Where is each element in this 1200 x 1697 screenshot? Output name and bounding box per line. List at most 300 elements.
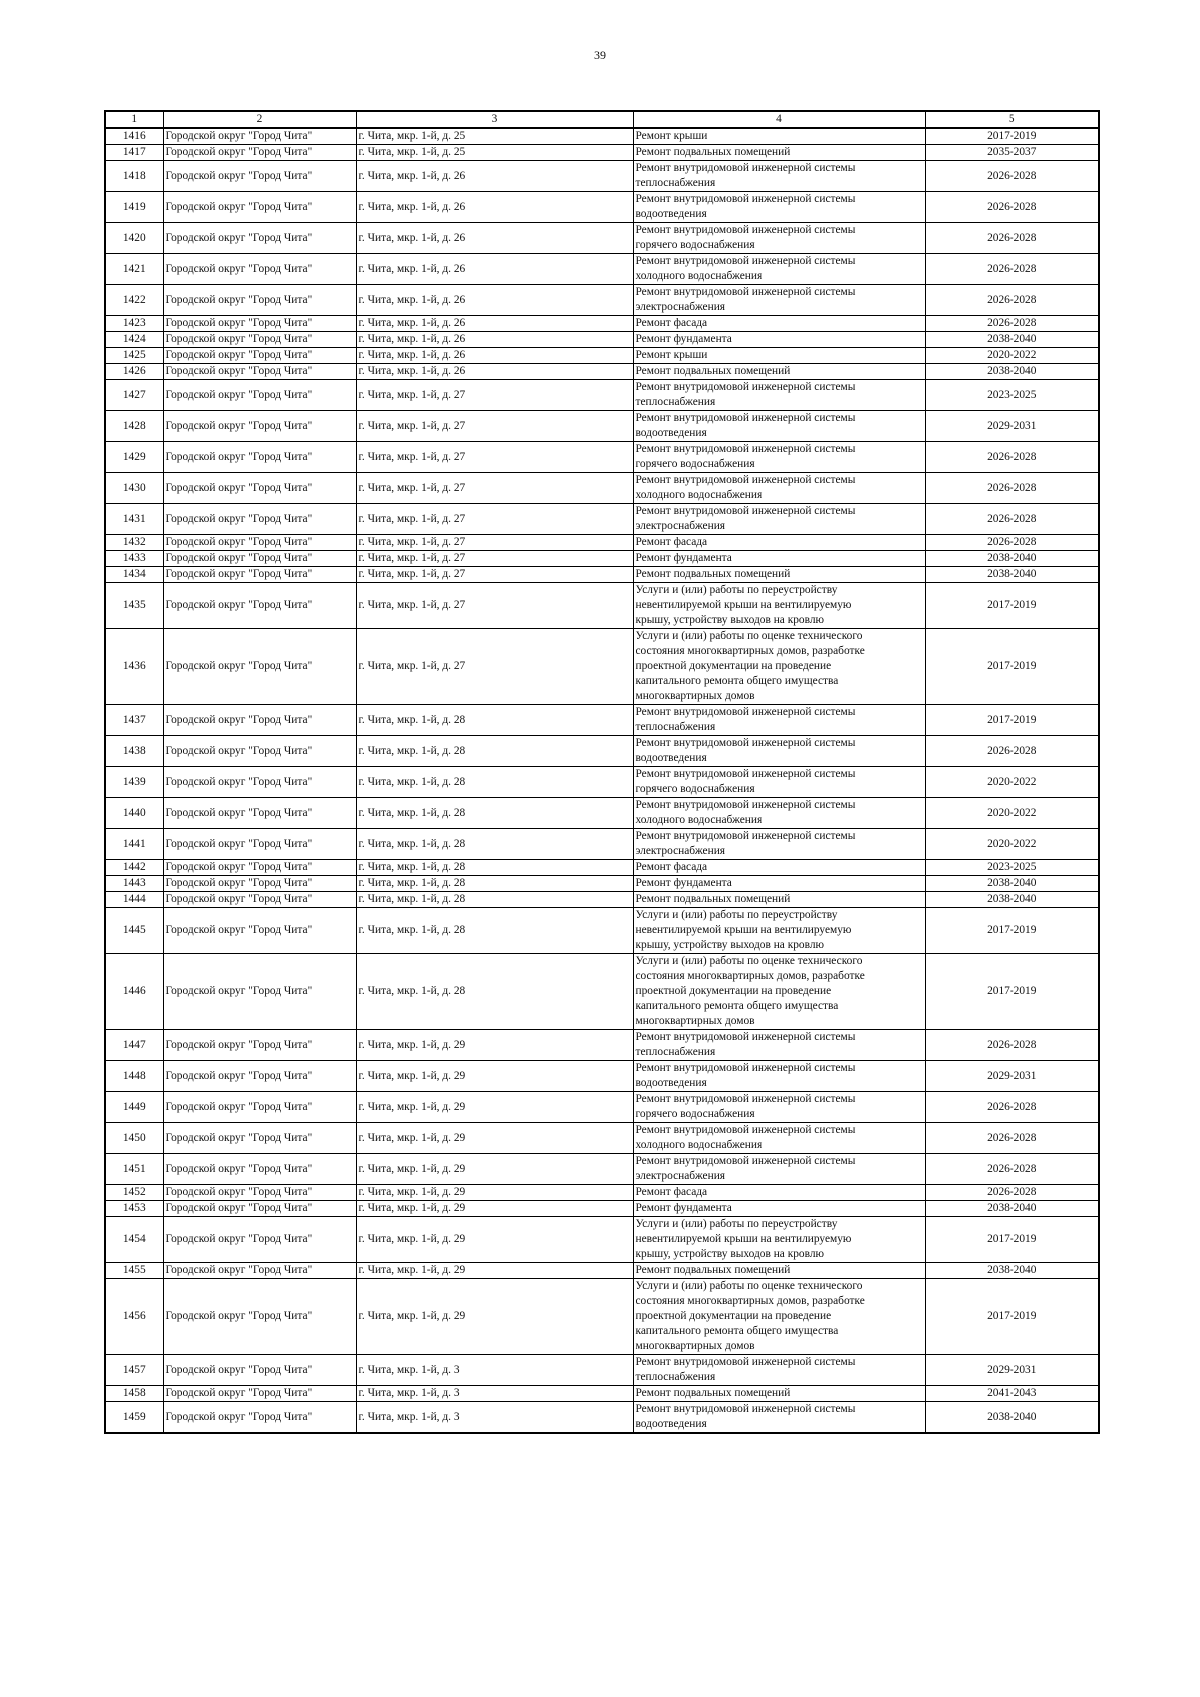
work-type-cell <box>633 1154 925 1185</box>
period-cell: 2026-2028 <box>925 1123 1099 1154</box>
address-cell: г. Чита, мкр. 1-й, д. 27 <box>356 583 633 629</box>
row-number-cell: 1433 <box>105 551 163 567</box>
work-type-line: водоотведения <box>635 752 707 764</box>
address-cell: г. Чита, мкр. 1-й, д. 29 <box>356 1154 633 1185</box>
row-number-cell: 1419 <box>105 192 163 223</box>
period-cell: 2026-2028 <box>925 161 1099 192</box>
work-type-line: Ремонт внутридомовой инженерной системы <box>635 474 856 486</box>
address-cell: г. Чита, мкр. 1-й, д. 27 <box>356 442 633 473</box>
row-number-cell: 1422 <box>105 285 163 316</box>
district-cell: Городской округ "Город Чита" <box>163 145 356 161</box>
work-type-line: Услуги и (или) работы по переустройству <box>635 584 838 596</box>
period-cell: 2038-2040 <box>925 876 1099 892</box>
work-type-line: теплоснабжения <box>635 396 716 408</box>
work-type-line: Ремонт внутридомовой инженерной системы <box>635 1155 856 1167</box>
table-row <box>105 1185 1099 1201</box>
work-type-line: Услуги и (или) работы по оценке технического <box>635 1280 863 1292</box>
period-cell: 2017-2019 <box>925 1279 1099 1355</box>
work-type-line: Ремонт подвальных помещений <box>635 365 791 377</box>
work-type-cell <box>633 892 925 908</box>
table-row <box>105 364 1099 380</box>
table-row <box>105 192 1099 223</box>
work-type-line: состояния многоквартирных домов, разработке <box>635 645 865 657</box>
address-cell: г. Чита, мкр. 1-й, д. 29 <box>356 1201 633 1217</box>
row-number-cell: 1416 <box>105 128 163 145</box>
address-cell: г. Чита, мкр. 1-й, д. 28 <box>356 860 633 876</box>
district-cell: Городской округ "Город Чита" <box>163 332 356 348</box>
row-number-cell: 1421 <box>105 254 163 285</box>
work-type-cell <box>633 908 925 954</box>
row-number-cell: 1453 <box>105 1201 163 1217</box>
district-cell: Городской округ "Город Чита" <box>163 1092 356 1123</box>
column-header: 5 <box>925 111 1099 128</box>
period-cell: 2020-2022 <box>925 798 1099 829</box>
row-number-cell: 1424 <box>105 332 163 348</box>
period-cell: 2020-2022 <box>925 829 1099 860</box>
work-type-line: многоквартирных домов <box>635 1340 755 1352</box>
address-cell: г. Чита, мкр. 1-й, д. 29 <box>356 1263 633 1279</box>
work-type-line: горячего водоснабжения <box>635 239 755 251</box>
district-cell: Городской округ "Город Чита" <box>163 348 356 364</box>
row-number-cell: 1446 <box>105 954 163 1030</box>
row-number-cell: 1459 <box>105 1402 163 1434</box>
work-type-line: капитального ремонта общего имущества <box>635 1000 839 1012</box>
work-type-line: холодного водоснабжения <box>635 814 763 826</box>
work-type-cell <box>633 1185 925 1201</box>
row-number-cell: 1436 <box>105 629 163 705</box>
table-row <box>105 1355 1099 1386</box>
work-type-cell <box>633 1061 925 1092</box>
work-type-line: водоотведения <box>635 1418 707 1430</box>
work-type-line: Ремонт внутридомовой инженерной системы <box>635 505 856 517</box>
district-cell: Городской округ "Город Чита" <box>163 380 356 411</box>
work-type-cell <box>633 128 925 145</box>
work-type-line: Ремонт фундамента <box>635 552 732 564</box>
row-number-cell: 1437 <box>105 705 163 736</box>
period-cell: 2026-2028 <box>925 223 1099 254</box>
work-type-line: водоотведения <box>635 427 707 439</box>
district-cell: Городской округ "Город Чита" <box>163 954 356 1030</box>
table-row <box>105 1263 1099 1279</box>
row-number-cell: 1448 <box>105 1061 163 1092</box>
work-type-cell <box>633 954 925 1030</box>
work-type-cell <box>633 1402 925 1434</box>
work-type-cell <box>633 1263 925 1279</box>
period-cell: 2026-2028 <box>925 442 1099 473</box>
table-row <box>105 380 1099 411</box>
period-cell: 2017-2019 <box>925 629 1099 705</box>
table-row <box>105 223 1099 254</box>
repair-schedule-table <box>104 110 1100 1434</box>
district-cell: Городской округ "Город Чита" <box>163 860 356 876</box>
district-cell: Городской округ "Город Чита" <box>163 473 356 504</box>
row-number-cell: 1429 <box>105 442 163 473</box>
address-cell: г. Чита, мкр. 1-й, д. 28 <box>356 829 633 860</box>
district-cell: Городской округ "Город Чита" <box>163 1201 356 1217</box>
district-cell: Городской округ "Город Чита" <box>163 829 356 860</box>
work-type-cell <box>633 161 925 192</box>
table-row <box>105 161 1099 192</box>
district-cell: Городской округ "Город Чита" <box>163 736 356 767</box>
district-cell: Городской округ "Город Чита" <box>163 411 356 442</box>
address-cell: г. Чита, мкр. 1-й, д. 25 <box>356 128 633 145</box>
table-row <box>105 504 1099 535</box>
work-type-line: Ремонт подвальных помещений <box>635 146 791 158</box>
district-cell: Городской округ "Город Чита" <box>163 1386 356 1402</box>
row-number-cell: 1441 <box>105 829 163 860</box>
district-cell: Городской округ "Город Чита" <box>163 192 356 223</box>
address-cell: г. Чита, мкр. 1-й, д. 26 <box>356 254 633 285</box>
work-type-line: Ремонт внутридомовой инженерной системы <box>635 443 856 455</box>
work-type-cell <box>633 767 925 798</box>
work-type-line: электроснабжения <box>635 520 726 532</box>
table-row <box>105 1061 1099 1092</box>
district-cell: Городской округ "Город Чита" <box>163 504 356 535</box>
table-row <box>105 705 1099 736</box>
district-cell: Городской округ "Город Чита" <box>163 876 356 892</box>
period-cell: 2026-2028 <box>925 736 1099 767</box>
table-row <box>105 1217 1099 1263</box>
work-type-line: Услуги и (или) работы по переустройству <box>635 1218 838 1230</box>
period-cell: 2026-2028 <box>925 1030 1099 1061</box>
work-type-line: Ремонт внутридомовой инженерной системы <box>635 255 856 267</box>
period-cell: 2038-2040 <box>925 892 1099 908</box>
work-type-cell <box>633 1279 925 1355</box>
address-cell: г. Чита, мкр. 1-й, д. 28 <box>356 892 633 908</box>
period-cell: 2026-2028 <box>925 316 1099 332</box>
table-row <box>105 411 1099 442</box>
work-type-cell <box>633 705 925 736</box>
district-cell: Городской округ "Город Чита" <box>163 1061 356 1092</box>
work-type-line: теплоснабжения <box>635 1371 716 1383</box>
address-cell: г. Чита, мкр. 1-й, д. 27 <box>356 567 633 583</box>
period-cell: 2017-2019 <box>925 954 1099 1030</box>
work-type-line: Ремонт внутридомовой инженерной системы <box>635 1031 856 1043</box>
work-type-line: водоотведения <box>635 208 707 220</box>
work-type-cell <box>633 551 925 567</box>
table-row <box>105 551 1099 567</box>
address-cell: г. Чита, мкр. 1-й, д. 26 <box>356 192 633 223</box>
district-cell: Городской округ "Город Чита" <box>163 254 356 285</box>
work-type-line: Ремонт фасада <box>635 317 708 329</box>
work-type-line: невентилируемой крыши на вентилируемую <box>635 924 852 936</box>
work-type-cell <box>633 285 925 316</box>
work-type-line: холодного водоснабжения <box>635 270 763 282</box>
work-type-line: Ремонт подвальных помещений <box>635 568 791 580</box>
table-row <box>105 1402 1099 1434</box>
work-type-line: Ремонт внутридомовой инженерной системы <box>635 1124 856 1136</box>
district-cell: Городской округ "Город Чита" <box>163 567 356 583</box>
address-cell: г. Чита, мкр. 1-й, д. 26 <box>356 364 633 380</box>
work-type-line: водоотведения <box>635 1077 707 1089</box>
work-type-cell <box>633 1092 925 1123</box>
work-type-line: состояния многоквартирных домов, разработке <box>635 1295 865 1307</box>
work-type-line: проектной документации на проведение <box>635 660 832 672</box>
period-cell: 2038-2040 <box>925 332 1099 348</box>
work-type-line: Ремонт фундамента <box>635 333 732 345</box>
row-number-cell: 1445 <box>105 908 163 954</box>
table-row <box>105 1279 1099 1355</box>
work-type-line: теплоснабжения <box>635 177 716 189</box>
row-number-cell: 1434 <box>105 567 163 583</box>
row-number-cell: 1430 <box>105 473 163 504</box>
address-cell: г. Чита, мкр. 1-й, д. 26 <box>356 285 633 316</box>
period-cell: 2038-2040 <box>925 364 1099 380</box>
work-type-cell <box>633 473 925 504</box>
address-cell: г. Чита, мкр. 1-й, д. 26 <box>356 161 633 192</box>
period-cell: 2038-2040 <box>925 567 1099 583</box>
row-number-cell: 1425 <box>105 348 163 364</box>
work-type-cell <box>633 1386 925 1402</box>
district-cell: Городской округ "Город Чита" <box>163 1185 356 1201</box>
row-number-cell: 1449 <box>105 1092 163 1123</box>
page-number: 39 <box>594 48 606 62</box>
district-cell: Городской округ "Город Чита" <box>163 285 356 316</box>
work-type-cell <box>633 583 925 629</box>
period-cell: 2026-2028 <box>925 285 1099 316</box>
period-cell: 2023-2025 <box>925 380 1099 411</box>
work-type-line: Ремонт внутридомовой инженерной системы <box>635 1062 856 1074</box>
address-cell: г. Чита, мкр. 1-й, д. 29 <box>356 1061 633 1092</box>
address-cell: г. Чита, мкр. 1-й, д. 3 <box>356 1355 633 1386</box>
row-number-cell: 1435 <box>105 583 163 629</box>
table-body <box>105 128 1099 1433</box>
period-cell: 2020-2022 <box>925 348 1099 364</box>
work-type-line: Ремонт внутридомовой инженерной системы <box>635 706 856 718</box>
work-type-line: электроснабжения <box>635 845 726 857</box>
district-cell: Городской округ "Город Чита" <box>163 892 356 908</box>
work-type-line: невентилируемой крыши на вентилируемую <box>635 1233 852 1245</box>
row-number-cell: 1456 <box>105 1279 163 1355</box>
table-row <box>105 567 1099 583</box>
work-type-line: Ремонт внутридомовой инженерной системы <box>635 830 856 842</box>
row-number-cell: 1455 <box>105 1263 163 1279</box>
row-number-cell: 1431 <box>105 504 163 535</box>
table-row <box>105 285 1099 316</box>
work-type-line: Услуги и (или) работы по оценке технического <box>635 630 863 642</box>
table-row <box>105 1123 1099 1154</box>
period-cell: 2017-2019 <box>925 705 1099 736</box>
period-cell: 2038-2040 <box>925 1402 1099 1434</box>
row-number-cell: 1418 <box>105 161 163 192</box>
address-cell: г. Чита, мкр. 1-й, д. 29 <box>356 1217 633 1263</box>
address-cell: г. Чита, мкр. 1-й, д. 3 <box>356 1386 633 1402</box>
work-type-line: Ремонт внутридомовой инженерной системы <box>635 412 856 424</box>
row-number-cell: 1442 <box>105 860 163 876</box>
period-cell: 2017-2019 <box>925 1217 1099 1263</box>
address-cell: г. Чита, мкр. 1-й, д. 29 <box>356 1123 633 1154</box>
address-cell: г. Чита, мкр. 1-й, д. 27 <box>356 551 633 567</box>
period-cell: 2035-2037 <box>925 145 1099 161</box>
work-type-line: проектной документации на проведение <box>635 1310 832 1322</box>
period-cell: 2038-2040 <box>925 551 1099 567</box>
table-row <box>105 254 1099 285</box>
table-row <box>105 908 1099 954</box>
work-type-cell <box>633 145 925 161</box>
table-row <box>105 860 1099 876</box>
work-type-line: Ремонт внутридомовой инженерной системы <box>635 1093 856 1105</box>
table-row <box>105 798 1099 829</box>
address-cell: г. Чита, мкр. 1-й, д. 29 <box>356 1092 633 1123</box>
work-type-line: теплоснабжения <box>635 1046 716 1058</box>
address-cell: г. Чита, мкр. 1-й, д. 29 <box>356 1279 633 1355</box>
work-type-line: многоквартирных домов <box>635 690 755 702</box>
row-number-cell: 1458 <box>105 1386 163 1402</box>
table-row <box>105 442 1099 473</box>
work-type-line: Ремонт подвальных помещений <box>635 1264 791 1276</box>
work-type-cell <box>633 254 925 285</box>
district-cell: Городской округ "Город Чита" <box>163 442 356 473</box>
work-type-line: Ремонт фундамента <box>635 877 732 889</box>
address-cell: г. Чита, мкр. 1-й, д. 27 <box>356 535 633 551</box>
table-row <box>105 629 1099 705</box>
district-cell: Городской округ "Город Чита" <box>163 705 356 736</box>
row-number-cell: 1423 <box>105 316 163 332</box>
period-cell: 2017-2019 <box>925 128 1099 145</box>
row-number-cell: 1427 <box>105 380 163 411</box>
period-cell: 2026-2028 <box>925 1154 1099 1185</box>
address-cell: г. Чита, мкр. 1-й, д. 27 <box>356 411 633 442</box>
address-cell: г. Чита, мкр. 1-й, д. 26 <box>356 316 633 332</box>
work-type-cell <box>633 316 925 332</box>
district-cell: Городской округ "Город Чита" <box>163 908 356 954</box>
work-type-line: Ремонт фасада <box>635 1186 708 1198</box>
column-header: 2 <box>163 111 356 128</box>
address-cell: г. Чита, мкр. 1-й, д. 29 <box>356 1185 633 1201</box>
work-type-line: Ремонт фасада <box>635 861 708 873</box>
work-type-line: горячего водоснабжения <box>635 1108 755 1120</box>
row-number-cell: 1443 <box>105 876 163 892</box>
address-cell: г. Чита, мкр. 1-й, д. 28 <box>356 908 633 954</box>
work-type-cell <box>633 1123 925 1154</box>
work-type-line: горячего водоснабжения <box>635 783 755 795</box>
period-cell: 2026-2028 <box>925 535 1099 551</box>
work-type-cell <box>633 1030 925 1061</box>
period-cell: 2029-2031 <box>925 411 1099 442</box>
table-row <box>105 473 1099 504</box>
district-cell: Городской округ "Город Чита" <box>163 1217 356 1263</box>
work-type-line: Услуги и (или) работы по переустройству <box>635 909 838 921</box>
work-type-line: холодного водоснабжения <box>635 1139 763 1151</box>
table-row <box>105 128 1099 145</box>
table-row <box>105 1030 1099 1061</box>
row-number-cell: 1444 <box>105 892 163 908</box>
work-type-line: состояния многоквартирных домов, разработке <box>635 970 865 982</box>
district-cell: Городской округ "Город Чита" <box>163 583 356 629</box>
work-type-cell <box>633 1355 925 1386</box>
work-type-line: Ремонт внутридомовой инженерной системы <box>635 1403 856 1415</box>
work-type-line: Ремонт крыши <box>635 349 708 361</box>
row-number-cell: 1417 <box>105 145 163 161</box>
table-row <box>105 316 1099 332</box>
row-number-cell: 1450 <box>105 1123 163 1154</box>
period-cell: 2026-2028 <box>925 192 1099 223</box>
work-type-cell <box>633 860 925 876</box>
address-cell: г. Чита, мкр. 1-й, д. 3 <box>356 1402 633 1434</box>
work-type-line: Ремонт внутридомовой инженерной системы <box>635 799 856 811</box>
district-cell: Городской округ "Город Чита" <box>163 128 356 145</box>
address-cell: г. Чита, мкр. 1-й, д. 28 <box>356 798 633 829</box>
work-type-line: горячего водоснабжения <box>635 458 755 470</box>
period-cell: 2041-2043 <box>925 1386 1099 1402</box>
address-cell: г. Чита, мкр. 1-й, д. 27 <box>356 473 633 504</box>
district-cell: Городской округ "Город Чита" <box>163 629 356 705</box>
district-cell: Городской округ "Город Чита" <box>163 1030 356 1061</box>
district-cell: Городской округ "Город Чита" <box>163 1154 356 1185</box>
row-number-cell: 1439 <box>105 767 163 798</box>
work-type-line: капитального ремонта общего имущества <box>635 1325 839 1337</box>
row-number-cell: 1454 <box>105 1217 163 1263</box>
work-type-line: электроснабжения <box>635 301 726 313</box>
table-row <box>105 1092 1099 1123</box>
address-cell: г. Чита, мкр. 1-й, д. 26 <box>356 223 633 254</box>
period-cell: 2026-2028 <box>925 1185 1099 1201</box>
table-row <box>105 332 1099 348</box>
table-row <box>105 1154 1099 1185</box>
address-cell: г. Чита, мкр. 1-й, д. 27 <box>356 504 633 535</box>
district-cell: Городской округ "Город Чита" <box>163 161 356 192</box>
table-row <box>105 348 1099 364</box>
row-number-cell: 1428 <box>105 411 163 442</box>
work-type-cell <box>633 736 925 767</box>
table-row <box>105 954 1099 1030</box>
row-number-cell: 1420 <box>105 223 163 254</box>
work-type-cell <box>633 411 925 442</box>
row-number-cell: 1457 <box>105 1355 163 1386</box>
address-cell: г. Чита, мкр. 1-й, д. 25 <box>356 145 633 161</box>
row-number-cell: 1447 <box>105 1030 163 1061</box>
district-cell: Городской округ "Город Чита" <box>163 223 356 254</box>
table-row <box>105 892 1099 908</box>
period-cell: 2029-2031 <box>925 1355 1099 1386</box>
district-cell: Городской округ "Город Чита" <box>163 1355 356 1386</box>
period-cell: 2026-2028 <box>925 1092 1099 1123</box>
work-type-line: многоквартирных домов <box>635 1015 755 1027</box>
work-type-line: Ремонт подвальных помещений <box>635 893 791 905</box>
address-cell: г. Чита, мкр. 1-й, д. 26 <box>356 348 633 364</box>
district-cell: Городской округ "Город Чита" <box>163 316 356 332</box>
table-row <box>105 876 1099 892</box>
column-header: 1 <box>105 111 163 128</box>
work-type-line: Ремонт фундамента <box>635 1202 732 1214</box>
work-type-line: Ремонт внутридомовой инженерной системы <box>635 286 856 298</box>
period-cell: 2020-2022 <box>925 767 1099 798</box>
period-cell: 2023-2025 <box>925 860 1099 876</box>
work-type-line: Ремонт крыши <box>635 130 708 142</box>
work-type-cell <box>633 829 925 860</box>
address-cell: г. Чита, мкр. 1-й, д. 28 <box>356 767 633 798</box>
period-cell: 2038-2040 <box>925 1201 1099 1217</box>
address-cell: г. Чита, мкр. 1-й, д. 28 <box>356 705 633 736</box>
work-type-line: Ремонт внутридомовой инженерной системы <box>635 224 856 236</box>
work-type-line: невентилируемой крыши на вентилируемую <box>635 599 852 611</box>
work-type-cell <box>633 192 925 223</box>
work-type-cell <box>633 364 925 380</box>
row-number-cell: 1438 <box>105 736 163 767</box>
period-cell: 2017-2019 <box>925 908 1099 954</box>
district-cell: Городской округ "Город Чита" <box>163 1123 356 1154</box>
work-type-line: электроснабжения <box>635 1170 726 1182</box>
work-type-cell <box>633 629 925 705</box>
work-type-cell <box>633 348 925 364</box>
address-cell: г. Чита, мкр. 1-й, д. 29 <box>356 1030 633 1061</box>
work-type-cell <box>633 223 925 254</box>
table-row <box>105 767 1099 798</box>
table-row <box>105 145 1099 161</box>
period-cell: 2017-2019 <box>925 583 1099 629</box>
address-cell: г. Чита, мкр. 1-й, д. 27 <box>356 629 633 705</box>
work-type-cell <box>633 1217 925 1263</box>
